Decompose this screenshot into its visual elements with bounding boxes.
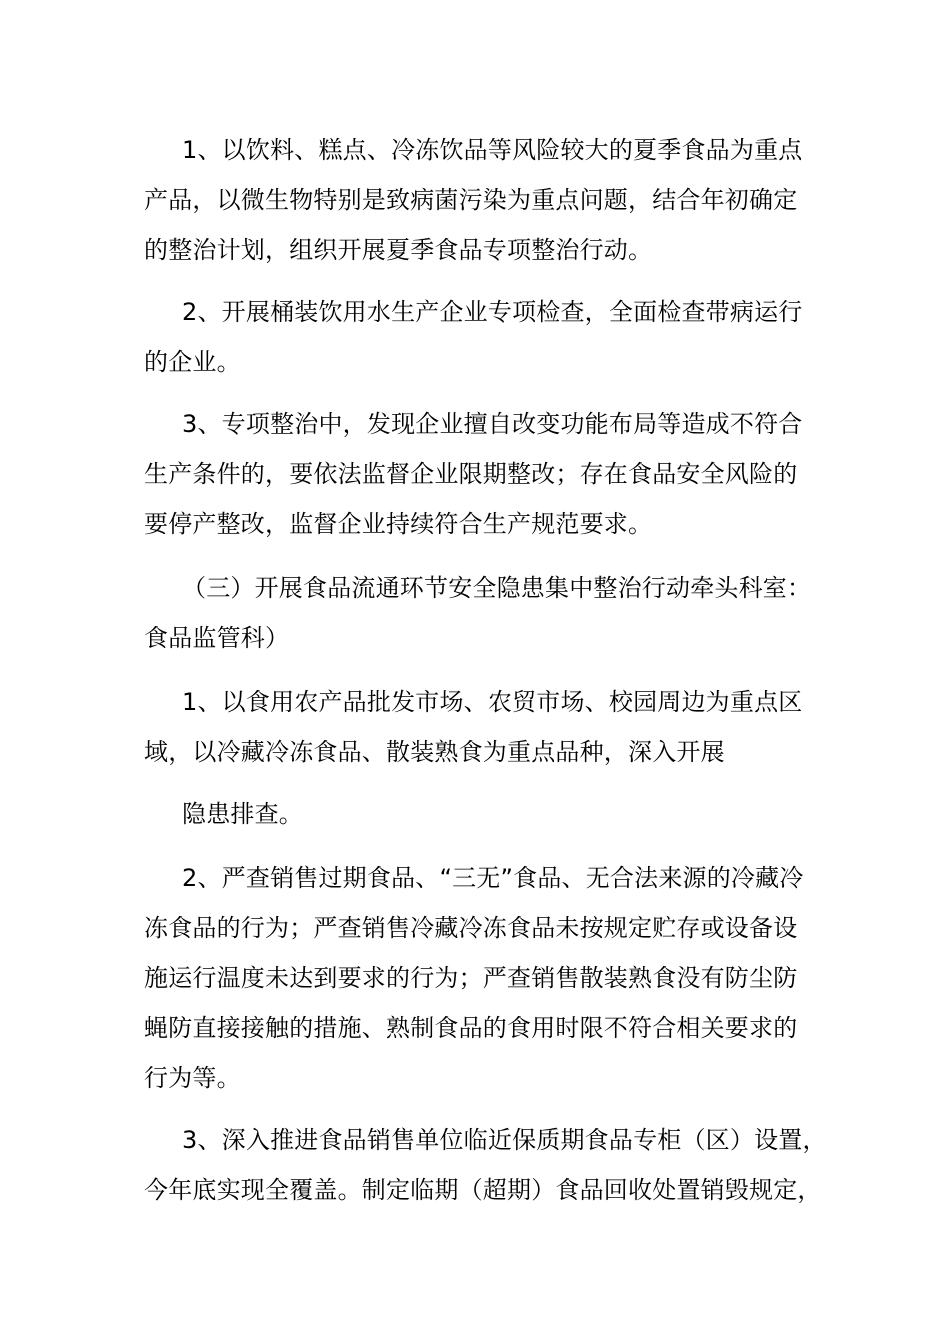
text-line: 冻食品的行为；严查销售冷藏冷冻食品未按规定贮存或设备设 xyxy=(144,914,798,942)
text-line: 蝇防直接接触的措施、熟制食品的食用时限不符合相关要求的 xyxy=(144,1014,798,1042)
text-line: 2、开展桶装饮用水生产企业专项检查，全面检查带病运行 xyxy=(182,298,803,326)
text-line: 3、深入推进食品销售单位临近保质期食品专柜（区）设置， xyxy=(182,1126,827,1154)
text-line: 隐患排查。 xyxy=(182,800,303,828)
section-heading-continued: 食品监管科） xyxy=(144,624,290,652)
text-line: 1、以食用农产品批发市场、农贸市场、校园周边为重点区 xyxy=(182,688,803,716)
text-line: 生产条件的，要依法监督企业限期整改；存在食品安全风险的 xyxy=(144,460,798,488)
text-line: 域，以冷藏冷冻食品、散装熟食为重点品种，深入开展 xyxy=(144,738,725,766)
text-line: 2、严查销售过期食品、“三无”食品、无合法来源的冷藏冷 xyxy=(182,864,804,892)
text-line: 施运行温度未达到要求的行为；严查销售散装熟食没有防尘防 xyxy=(144,964,798,992)
text-line: 要停产整改，监督企业持续符合生产规范要求。 xyxy=(144,510,653,538)
text-line: 1、以饮料、糕点、冷冻饮品等风险较大的夏季食品为重点 xyxy=(182,136,803,164)
text-line: 的企业。 xyxy=(144,348,241,376)
section-heading: （三）开展食品流通环节安全隐患集中整治行动牵头科室： xyxy=(182,574,812,602)
text-line: 的整治计划，组织开展夏季食品专项整治行动。 xyxy=(144,236,653,264)
text-line: 3、专项整治中，发现企业擅自改变功能布局等造成不符合 xyxy=(182,410,803,438)
text-line: 产品，以微生物特别是致病菌污染为重点问题，结合年初确定 xyxy=(144,186,798,214)
text-line: 今年底实现全覆盖。制定临期（超期）食品回收处置销毁规定， xyxy=(144,1176,822,1204)
text-line: 行为等。 xyxy=(144,1064,241,1092)
